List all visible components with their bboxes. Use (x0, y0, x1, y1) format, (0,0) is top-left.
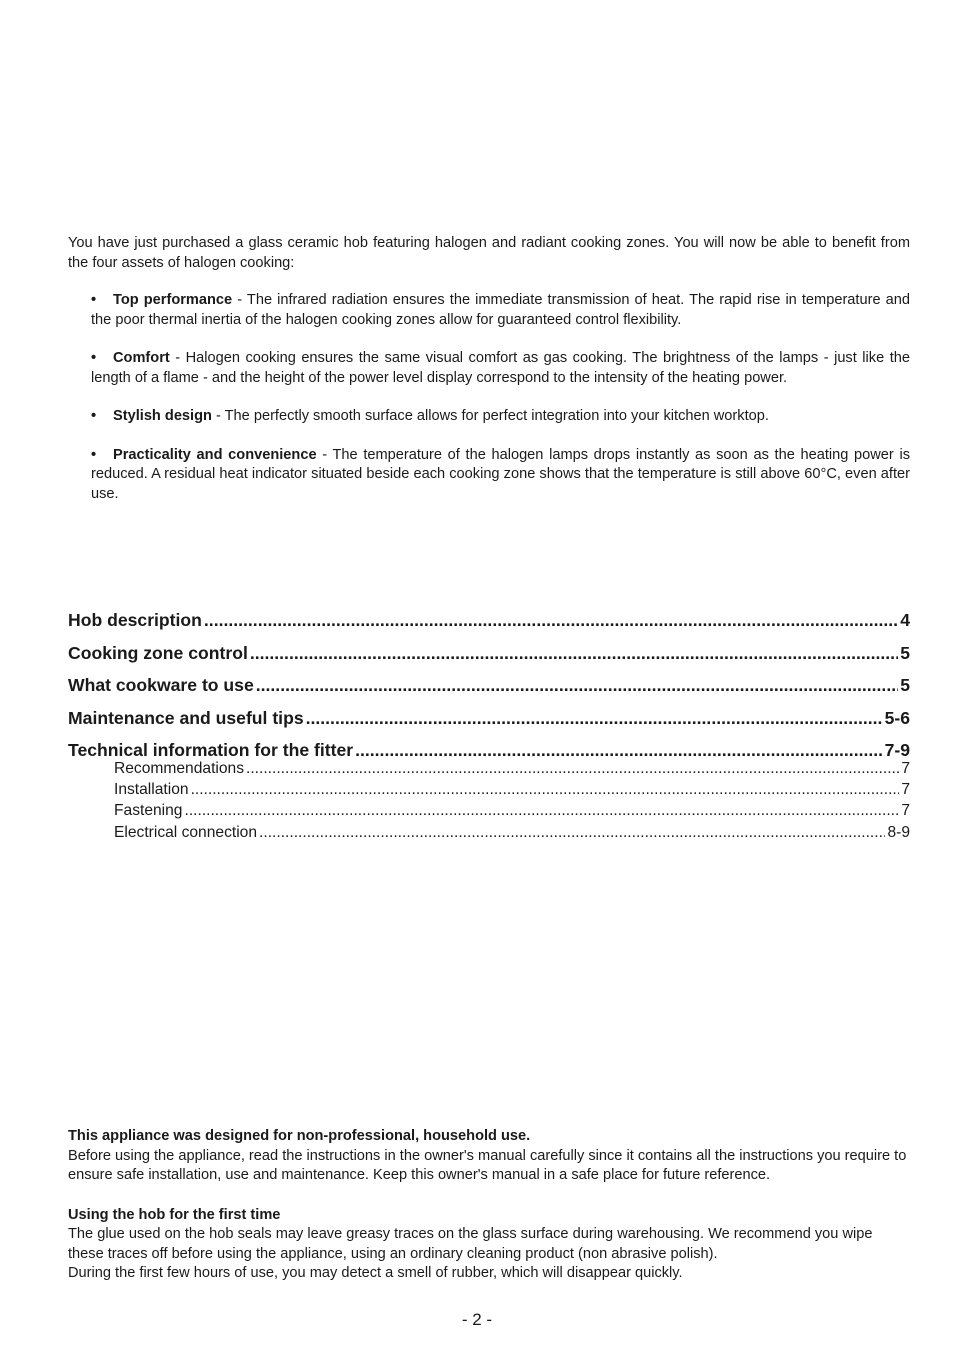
usage-heading: This appliance was designed for non-professional, household use. (68, 1128, 531, 1144)
toc-leader (246, 758, 899, 779)
bullet-icon: • (91, 408, 97, 424)
toc-leader (250, 639, 898, 667)
table-of-contents (68, 606, 910, 843)
toc-label: Fastening (114, 802, 183, 820)
toc-entry-cookware[interactable] (68, 671, 910, 704)
usage-text: Before using the appliance, read the instructions in the owner's manual carefully since it contains all the instructions you require to ensure safe installation, use and maintenance. Keep this owner's manual in a safe place for future reference. (68, 1147, 907, 1183)
benefits-list (68, 291, 910, 504)
benefit-item (91, 446, 910, 505)
toc-leader (259, 822, 885, 843)
toc-entry-technical-info[interactable] (68, 736, 910, 758)
benefit-text: - The infrared radiation ensures the immediate transmission of heat. The rapid rise in temperature and the poor thermal inertia of the halogen cooking zones allow for guaranteed control flexibility. (91, 292, 910, 328)
toc-page: 7 (901, 760, 910, 777)
bullet-icon: • (91, 350, 97, 366)
toc-subentry-fastening[interactable] (68, 800, 910, 821)
benefit-item (91, 291, 910, 330)
benefit-title: Stylish design (113, 408, 212, 424)
toc-label: Electrical connection (114, 823, 258, 841)
toc-leader (184, 800, 899, 821)
toc-leader (306, 704, 883, 732)
spacer (68, 1186, 910, 1206)
toc-page: 8-9 (887, 823, 910, 841)
first-time-text: During the first few hours of use, you may detect a smell of rubber, which will disappear quickly. (68, 1265, 683, 1281)
toc-page: 7 (901, 802, 910, 820)
bullet-icon: • (91, 446, 97, 463)
first-time-heading: Using the hob for the first time (68, 1206, 281, 1223)
benefit-text: - Halogen cooking ensures the same visual comfort as gas cooking. The brightness of the lamps - just like the length of a flame - and the height of the power level display correspond to the intensity of the heating power. (91, 350, 910, 386)
intro-paragraph: You have just purchased a glass ceramic hob featuring halogen and radiant cooking zones. You will now be able to benefit from the four assets of halogen cooking: (68, 235, 910, 271)
benefit-title: Comfort (113, 350, 170, 366)
toc-page: 4 (900, 610, 910, 630)
toc-page: 5 (900, 675, 910, 695)
benefit-item (91, 349, 910, 388)
toc-entry-cooking-zone-control[interactable] (68, 639, 910, 672)
toc-leader (256, 671, 898, 699)
first-time-text: The glue used on the hob seals may leave greasy traces on the glass surface during warehousing. We recommend you wipe these traces off before using the appliance, using an ordinary cleaning product (non abrasive polish). (68, 1226, 873, 1262)
toc-leader (204, 606, 898, 634)
benefit-item (91, 407, 910, 427)
toc-subentry-recommendations[interactable] (68, 758, 910, 779)
toc-label: Installation (114, 781, 189, 799)
benefit-text: - The temperature of the halogen lamps drops instantly as soon as the heating power is reduced. A residual heat indicator situated beside each cooking zone shows that the temperature is still above 60°C, even after use. (91, 446, 910, 502)
toc-page: 5 (900, 642, 910, 663)
usage-notes (68, 1127, 910, 1284)
toc-label: Recommendations (114, 760, 245, 777)
toc-subentry-electrical-connection[interactable] (68, 822, 910, 843)
toc-page: 7-9 (884, 740, 910, 760)
toc-entry-maintenance[interactable] (68, 704, 910, 737)
toc-page: 7 (901, 781, 910, 799)
benefit-text: - The perfectly smooth surface allows for perfect integration into your kitchen worktop. (211, 408, 769, 424)
benefit-title: Top performance (113, 292, 233, 308)
toc-leader (191, 779, 900, 800)
page-number: - 2 - (461, 1310, 493, 1329)
toc-subentry-installation[interactable] (68, 779, 910, 800)
toc-label: Hob description (68, 610, 202, 630)
toc-label: Technical information for the fitter (68, 740, 354, 760)
bullet-icon: • (91, 292, 97, 308)
toc-label: Maintenance and useful tips (68, 707, 304, 728)
toc-label: Cooking zone control (68, 642, 248, 663)
benefit-title: Practicality and convenience (113, 446, 317, 463)
toc-entry-hob-description[interactable] (68, 606, 910, 639)
toc-label: What cookware to use (68, 675, 254, 695)
toc-page: 5-6 (884, 707, 910, 728)
intro-section (68, 234, 910, 523)
